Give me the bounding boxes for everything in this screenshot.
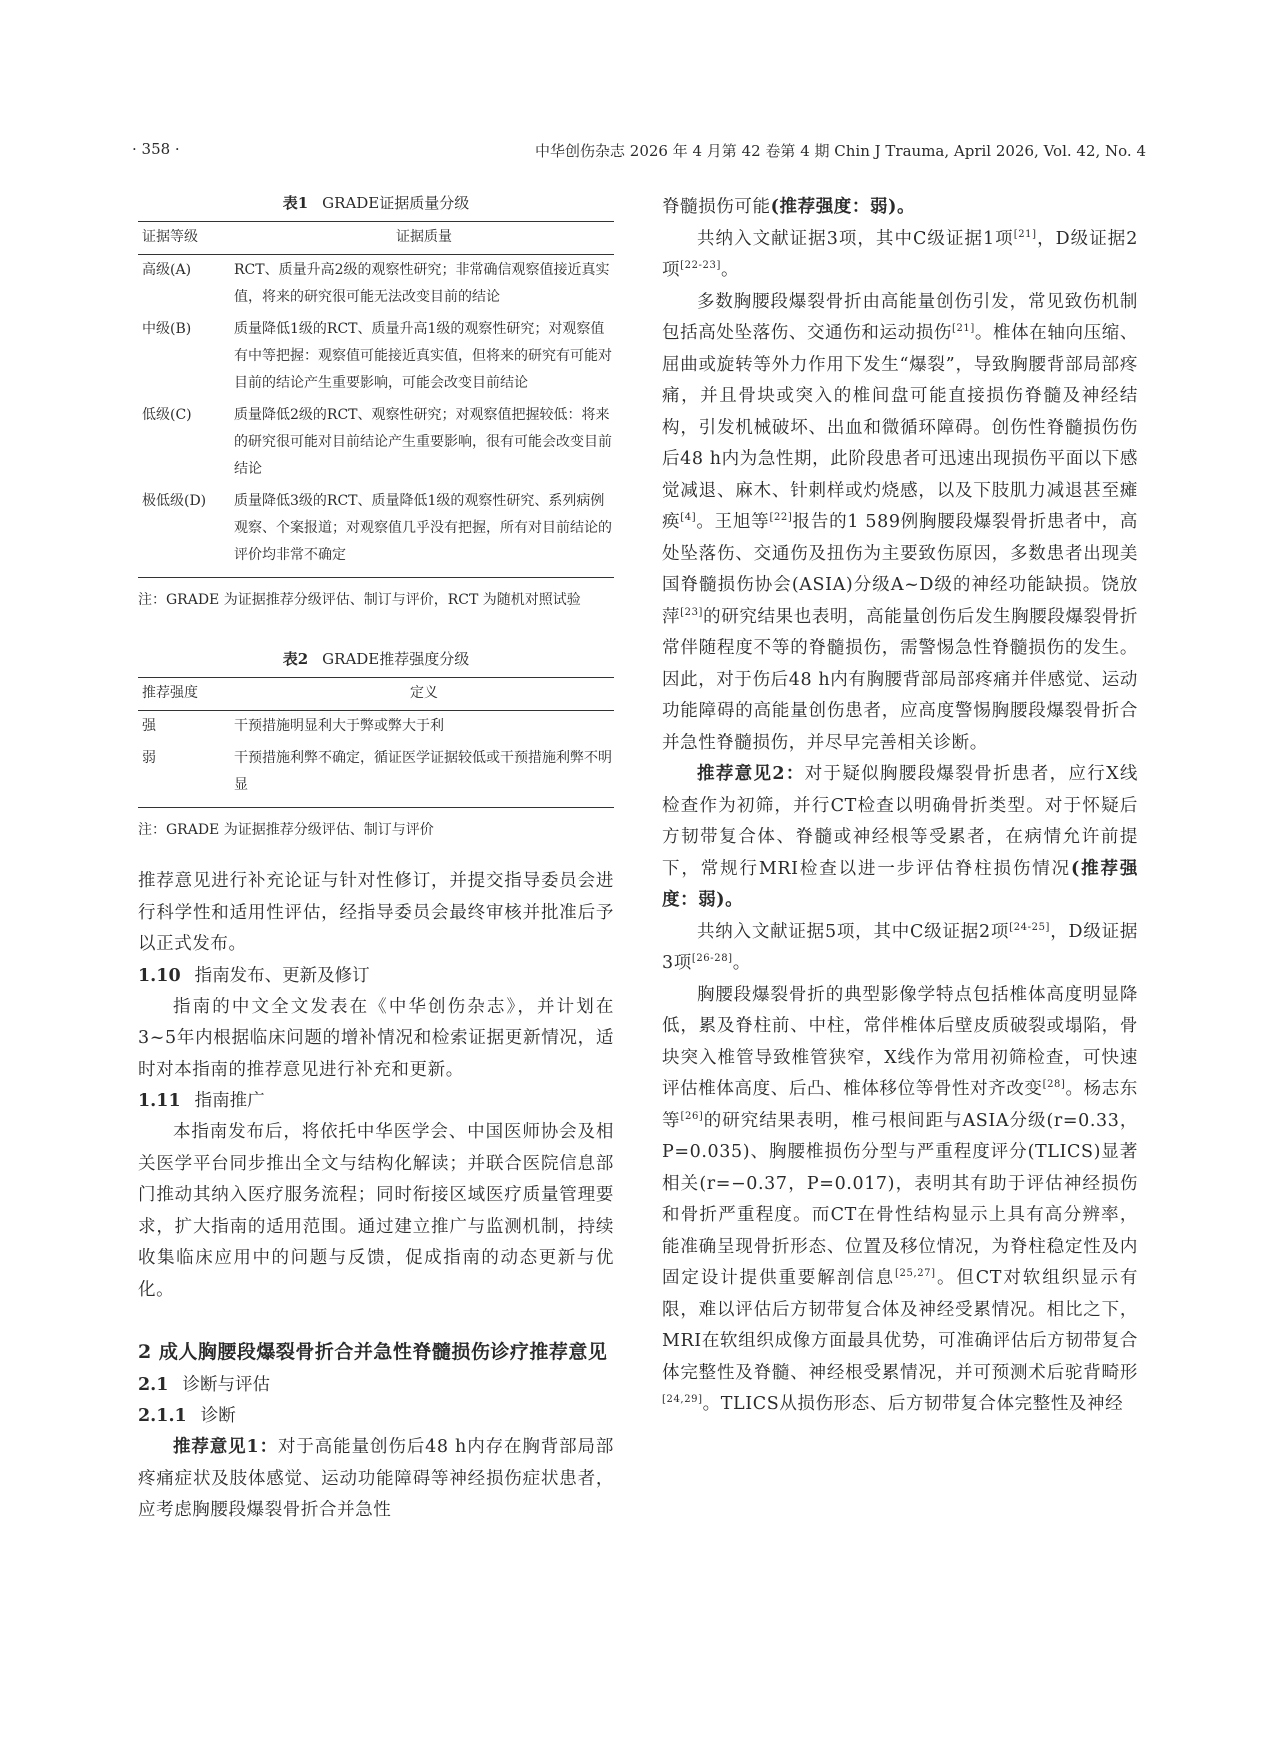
text-span: 。 [732,953,751,973]
table-cell-desc: 质量降低2级的RCT、观察性研究；对观察值把握较低：将来的研究很可能对目前结论产生重要影响，很有可能会改变目前结论 [234,407,612,477]
section-heading-1-11 [138,1086,614,1117]
section-heading-2-1 [138,1370,614,1401]
table-row [138,314,614,400]
page-number: · 358 · [132,140,180,158]
table-cell-level: 极低级(D) [138,486,234,578]
table-cell-desc: 干预措施利弊不确定，循证医学证据较低或干预措施利弊不明显 [234,743,614,808]
citation: [26] [680,1110,704,1122]
text-span: ，D级证据2项 [662,228,1138,280]
citation: [21] [1013,228,1037,240]
paragraph: 指南的中文全文发表在《中华创伤杂志》，并计划在3~5年内根据临床问题的增补情况和检索证据更新情况，适时对本指南的推荐意见进行补充和更新。 [138,996,614,1080]
table1-label: 表1 [282,194,309,212]
recommendation-label: 推荐意见2： [697,764,805,784]
section-title: 诊断 [200,1406,236,1426]
table-row [138,486,614,578]
citation: [23] [680,606,704,618]
text-span: 。 [720,260,740,280]
table-cell-level: 弱 [138,743,234,808]
text-span: 。王旭等 [696,512,770,532]
section-number: 1.11 [138,1091,181,1111]
table2-col-header: 定义 [234,678,614,711]
citation: [4] [680,512,697,524]
table2-title: GRADE推荐强度分级 [322,650,470,668]
paragraph [662,287,1138,760]
journal-header: 中华创伤杂志 2026 年 4 月第 42 卷第 4 期 Chin J Trauma, April 2026, Vol. 42, No. 4 [535,142,1146,160]
citation: [24,29] [662,1394,703,1406]
text-span: 。TLICS从损伤形态、后方韧带复合体完整性及神经 [702,1394,1124,1414]
table2 [138,677,614,808]
table-row [138,743,614,808]
table-cell-level: 中级(B) [142,321,192,337]
table-cell-level: 高级(A) [142,262,192,278]
paragraph [662,192,1138,224]
table2-label: 表2 [282,650,309,668]
table1-col-header: 证据质量 [234,222,614,255]
text-span: 的研究结果也表明，高能量创伤后发生胸腰段爆裂骨折常伴随程度不等的脊髓损伤，需警惕急性脊髓损伤的发生。因此，对于伤后48 h内有胸腰背部局部疼痛并伴感觉、运动功能障碍的高能量创伤患者，应高度警惕胸腰段爆裂骨折合并急性脊髓损伤，并尽早完善相关诊断。 [662,606,1138,753]
section-title: 指南推广 [194,1091,265,1111]
table1-caption [138,192,614,213]
section-number: 2.1 [138,1375,169,1395]
text-span: 共纳入文献证据5项，其中C级证据2项 [697,921,1010,942]
table1-col-header: 证据等级 [138,222,234,255]
paragraph: 推荐意见进行补充论证与针对性修订，并提交指导委员会进行科学性和适用性评估，经指导委员会最终审核并批准后予以正式发布。 [138,871,614,954]
table1-title: GRADE证据质量分级 [322,194,470,212]
recommendation-1 [138,1432,614,1527]
table-row [138,255,614,315]
text-span: 。椎体在轴向压缩、屈曲或旋转等外力作用下发生“爆裂”，导致胸腰背部局部疼痛，并且骨块或突入的椎间盘可能直接损伤脊髓及神经结构，引发机械破坏、出血和微循环障碍。创伤性脊髓损伤伤后48 h内为急性期，此阶段患者可迅速出现损伤平面以下感觉减退、麻木、针刺样或灼烧感，以及下肢肌力减退甚至瘫痪 [662,323,1138,532]
paragraph [662,917,1138,980]
section-title: 诊断与评估 [182,1375,270,1395]
citation: [22-23] [680,260,721,272]
section-heading-2-1-1 [138,1401,614,1432]
text-span: 多数胸腰段爆裂骨折由高能量创伤引发，常见致伤机制包括高处坠落伤、交通伤和运动损伤 [662,291,1138,343]
section-number: 2.1.1 [138,1406,187,1426]
table1-note: 注：GRADE 为证据推荐分级评估、制订与评价，RCT 为随机对照试验 [138,592,581,608]
citation: [24-25] [1009,921,1051,933]
recommendation-label: 推荐意见1： [173,1437,279,1457]
paragraph [662,224,1138,287]
citation: [22] [769,512,793,524]
citation: [21] [951,323,975,335]
section-heading-1-10 [138,961,614,992]
table-cell-desc: 质量降低1级的RCT、质量升高1级的观察性研究；对观察值有中等把握：观察值可能接近真实值，但将来的研究有可能对目前的结论产生重要影响，可能会改变目前结论 [234,321,612,391]
text-span: 报告的1 589例胸腰段爆裂骨折患者中，高处坠落伤、交通伤及扭伤为主要致伤原因，多数患者出现美国脊髓损伤协会(ASIA)分级A~D级的神经功能缺损。饶放萍 [662,512,1138,627]
text-span: 。杨志东等 [662,1079,1138,1131]
table-row [138,400,614,486]
table-cell-level: 低级(C) [142,407,192,423]
recommendation-2 [662,759,1138,917]
table-cell-desc: 质量降低3级的RCT、质量降低1级的观察性研究、系列病例观察、个案报道；对观察值几乎没有把握，所有对目前结论的评价均非常不确定 [234,486,614,578]
table-row [138,711,614,744]
table-cell-level: 强 [142,718,156,734]
recommendation-strength: (推荐强度：弱)。 [770,197,916,217]
table2-header-row [138,678,614,711]
text-span: 共纳入文献证据3项，其中C级证据1项 [697,228,1014,249]
recommendation-text: 对于高能量创伤后48 h内存在胸背部局部疼痛症状及肢体感觉、运动功能障碍等神经损伤症状患者，应考虑胸腰段爆裂骨折合并急性 [138,1437,615,1520]
text-span: 胸腰段爆裂骨折的典型影像学特点包括椎体高度明显降低，累及脊柱前、中柱，常伴椎体后壁皮质破裂或塌陷，骨块突入椎管导致椎管狭窄，X线作为常用初筛检查，可快速评估椎体高度、后凸、椎体移位等骨性对齐改变 [662,984,1138,1099]
citation: [26-28] [691,953,733,965]
paragraph [662,980,1138,1421]
table2-note: 注：GRADE 为证据推荐分级评估、制订与评价 [138,822,434,838]
recommendation-strength: (推荐强度：弱)。 [662,858,1138,910]
table-cell-desc: 干预措施明显利大于弊或弊大于利 [234,718,444,734]
table1 [138,221,614,578]
citation: [28] [1042,1079,1066,1091]
section-number: 1.10 [138,965,181,986]
recommendation-text: 对于疑似胸腰段爆裂骨折患者，应行X线检查作为初筛，并行CT检查以明确骨折类型。对于怀疑后方韧带复合体、脊髓或神经根等受累者，在病情允许前提下，常规行MRI检查以进一步评估脊柱损伤情况 [662,764,1138,879]
text-span: 脊髓损伤可能 [662,197,771,217]
section-title: 指南发布、更新及修订 [194,965,370,986]
table2-col-header: 推荐强度 [138,678,234,711]
table-cell-desc: RCT、质量升高2级的观察性研究；非常确信观察值接近真实值，将来的研究很可能无法改变目前的结论 [234,262,610,305]
citation: [25,27] [895,1268,936,1280]
text-span: 。但CT对软组织显示有限，难以评估后方韧带复合体及神经受累情况。相比之下，MRI在软组织成像方面最具优势，可准确评估后方韧带复合体完整性及脊髓、神经根受累情况，并可预测术后驼背畸形 [662,1268,1138,1383]
text-span: 的研究结果表明，椎弓根间距与ASIA分级(r=0.33，P=0.035)、胸腰椎损伤分型与严重程度评分(TLICS)显著相关(r=−0.37，P=0.017)，表明其有助于评估神经损伤和骨折严重程度。而CT在骨性结构显示上具有高分辨率，能准确呈现骨折形态、位置及移位情况，为脊柱稳定性及内固定设计提供重要解剖信息 [662,1110,1138,1288]
text-span: ，D级证据3项 [662,921,1138,973]
section-heading-2: 2 成人胸腰段爆裂骨折合并急性脊髓损伤诊疗推荐意见 [138,1341,608,1363]
left-column [138,192,614,1527]
table1-header-row [138,222,614,255]
paragraph: 本指南发布后，将依托中华医学会、中国医师协会及相关医学平台同步推出全文与结构化解读；并联合医院信息部门推动其纳入医疗服务流程；同时衔接区域医疗质量管理要求，扩大指南的适用范围。通过建立推广与监测机制，持续收集临床应用中的问题与反馈，促成指南的动态更新与优化。 [138,1122,614,1300]
table2-caption [138,648,614,669]
right-column [662,192,1138,1421]
